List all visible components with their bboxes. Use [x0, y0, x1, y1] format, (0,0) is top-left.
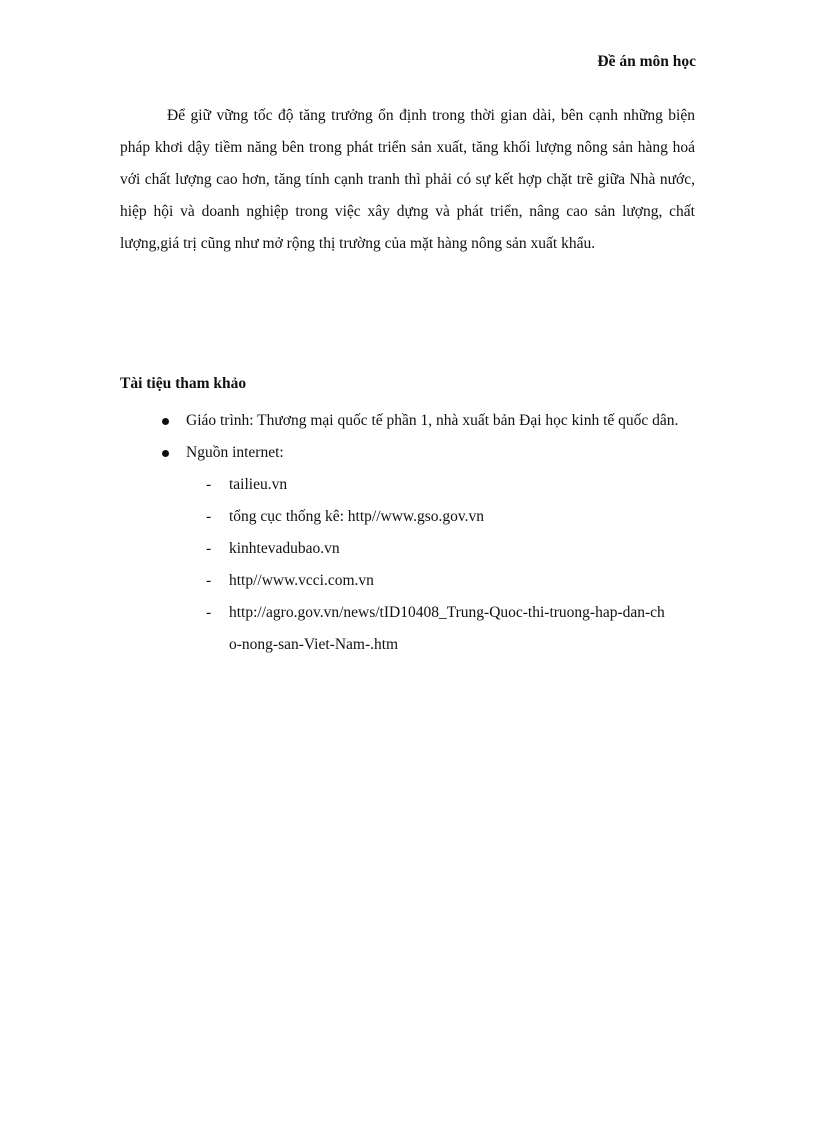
- references-title: Tài tiệu tham khảo: [120, 375, 247, 392]
- reference-text: Nguồn internet:: [186, 444, 284, 461]
- reference-item-textbook: [120, 405, 695, 437]
- body-paragraph: Để giữ vững tốc độ tăng trưởng ổn định trong thời gian dài, bên cạnh những biện pháp khơi dậy tiềm năng bên trong phát triển sản xuất, tăng khối lượng nông sản hàng hoá với chất lượng cao hơn, tăng tính cạnh tranh thì phải có sự kết hợp chặt trẽ giữa Nhà nước, hiệp hội và doanh nghiệp trong việc xây dựng và phát triển, nâng cao sản lượng, chất lượng,giá trị cũng như mở rộng thị trường của mặt hàng nông sản xuất khẩu.: [120, 107, 695, 252]
- source-item: [186, 533, 695, 565]
- reference-text: Giáo trình: Thương mại quốc tế phần 1, nhà xuất bản Đại học kinh tế quốc dân.: [186, 412, 679, 429]
- source-item: [186, 501, 695, 533]
- dash-marker: -: [206, 540, 212, 557]
- internet-sources-list: [206, 469, 695, 661]
- source-text: http://agro.gov.vn/news/tID10408_Trung-Quoc-thi-truong-hap-dan-cho-nong-san-Viet-Nam-.htm: [229, 604, 665, 653]
- dash-marker: -: [206, 508, 212, 525]
- dash-marker: -: [206, 604, 212, 621]
- bullet-icon: [162, 450, 169, 457]
- dash-marker: -: [206, 572, 212, 589]
- running-header: Đề án môn học: [597, 53, 696, 70]
- bullet-icon: [162, 418, 169, 425]
- source-item: [186, 469, 695, 501]
- source-text: tailieu.vn: [229, 476, 288, 493]
- reference-item-internet: [120, 437, 695, 661]
- references-list: [120, 405, 695, 661]
- source-item: [186, 597, 695, 661]
- source-text: tổng cục thống kê: http//www.gso.gov.vn: [229, 508, 485, 525]
- source-text: kinhtevadubao.vn: [229, 540, 340, 557]
- source-text: http//www.vcci.com.vn: [229, 572, 374, 589]
- source-item: [186, 565, 695, 597]
- dash-marker: -: [206, 476, 212, 493]
